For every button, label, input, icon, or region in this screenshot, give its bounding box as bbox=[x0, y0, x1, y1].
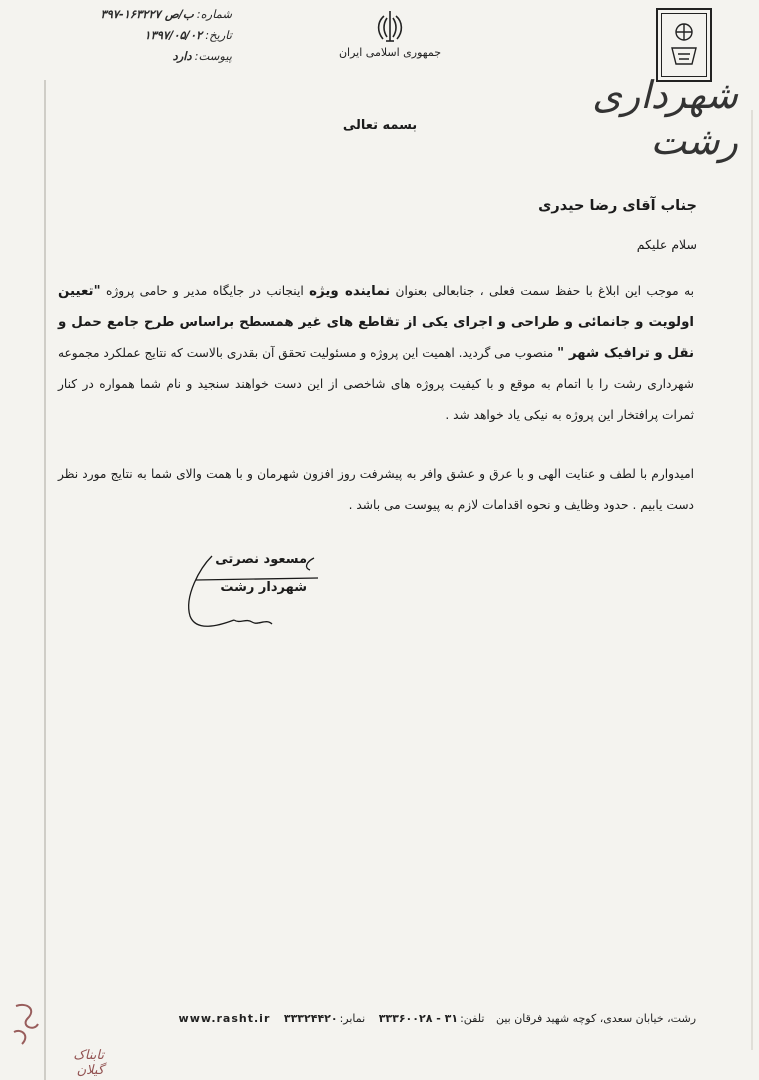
footer-website[interactable]: www.rasht.ir bbox=[178, 1012, 271, 1025]
country-name: جمهوری اسلامی ایران bbox=[338, 46, 442, 59]
page-edge-left bbox=[44, 80, 46, 1080]
watermark-logo-icon bbox=[8, 998, 48, 1054]
footer bbox=[100, 1012, 696, 1025]
national-emblem bbox=[320, 8, 460, 59]
footer-phone-label: تلفن: bbox=[460, 1012, 485, 1025]
greeting: سلام علیکم bbox=[636, 237, 697, 252]
recipient: جناب آقای رضا حیدری bbox=[538, 198, 697, 214]
paragraph-appointment-part-a: به موجب این ابلاغ با حفظ سمت فعلی ، جنابعالی بعنوان bbox=[395, 284, 695, 298]
letter-date-row bbox=[32, 25, 232, 46]
footer-fax: ۳۳۳۲۴۴۲۰ bbox=[283, 1012, 338, 1025]
municipality-emblem-icon bbox=[662, 14, 706, 74]
letter-number: ب/ص ۱۶۳۲۲۷-۳۹۷ bbox=[100, 7, 194, 21]
footer-address: رشت، خیابان سعدی، کوچه شهید فرقان بین bbox=[495, 1012, 696, 1025]
signer-title: شهردار رشت bbox=[220, 580, 307, 595]
letter-number-label: شماره: bbox=[196, 7, 232, 21]
page-edge-right bbox=[751, 110, 753, 1050]
signer-name: مسعود نصرتی bbox=[215, 552, 307, 567]
letter-attachment-row bbox=[32, 46, 232, 67]
special-representative-phrase: نماینده ویژه bbox=[309, 284, 391, 299]
letter-date-label: تاریخ: bbox=[205, 28, 232, 42]
letter-number-row bbox=[32, 4, 232, 25]
letter-metadata bbox=[32, 4, 232, 67]
paragraph-appointment-part-c: اینجانب در جایگاه مدیر و حامی پروژه bbox=[105, 284, 304, 298]
project-title: "تعیین اولویت و جانمائی و طراحی و اجرای یکی از تقاطع های غیر همسطح براساس طرح جامع حمل و نقل و ترافیک شهر " bbox=[58, 284, 695, 361]
paragraph-appointment-part-e: منصوب می گردید. اهمیت این پروژه و مسئولیت تحقق آن بقدری بالاست که نتایج عملکرد مجموعه شهرداری رشت را با اتمام به موقع و با کیفیت پروژه های شاخصی از این دست خواهند سنجید و نام شما همواره در کنار ثمرات پرافتخار این پروژه به نیکی یاد خواهد شد . bbox=[58, 346, 694, 422]
letter-attachment-label: پیوست: bbox=[194, 49, 232, 63]
paragraph-appointment bbox=[58, 276, 694, 431]
municipality-logo bbox=[656, 8, 712, 82]
paragraph-closing: امیدوارم با لطف و عنایت الهی و با عرق و عشق وافر به پیشرفت روز افزون شهرمان و با همت والای شما به نتایج مورد نظر دست یابیم . حدود وظایف و نحوه اقدامات لازم به پیوست می باشد . bbox=[58, 467, 694, 512]
footer-phone: ۳۱ - ۳۳۳۶۰۰۲۸ bbox=[378, 1012, 459, 1025]
iran-emblem-icon bbox=[373, 8, 407, 44]
municipality-logo-text: شهرداری رشت bbox=[592, 73, 738, 163]
watermark: تابناک گیلان bbox=[73, 1048, 104, 1078]
basmala: بسمه تعالی bbox=[342, 118, 418, 133]
letter-attachment: دارد bbox=[172, 49, 192, 63]
footer-fax-label: نمابر: bbox=[339, 1012, 366, 1025]
letter-date: ۱۳۹۷/۰۵/۰۲ bbox=[144, 28, 203, 42]
